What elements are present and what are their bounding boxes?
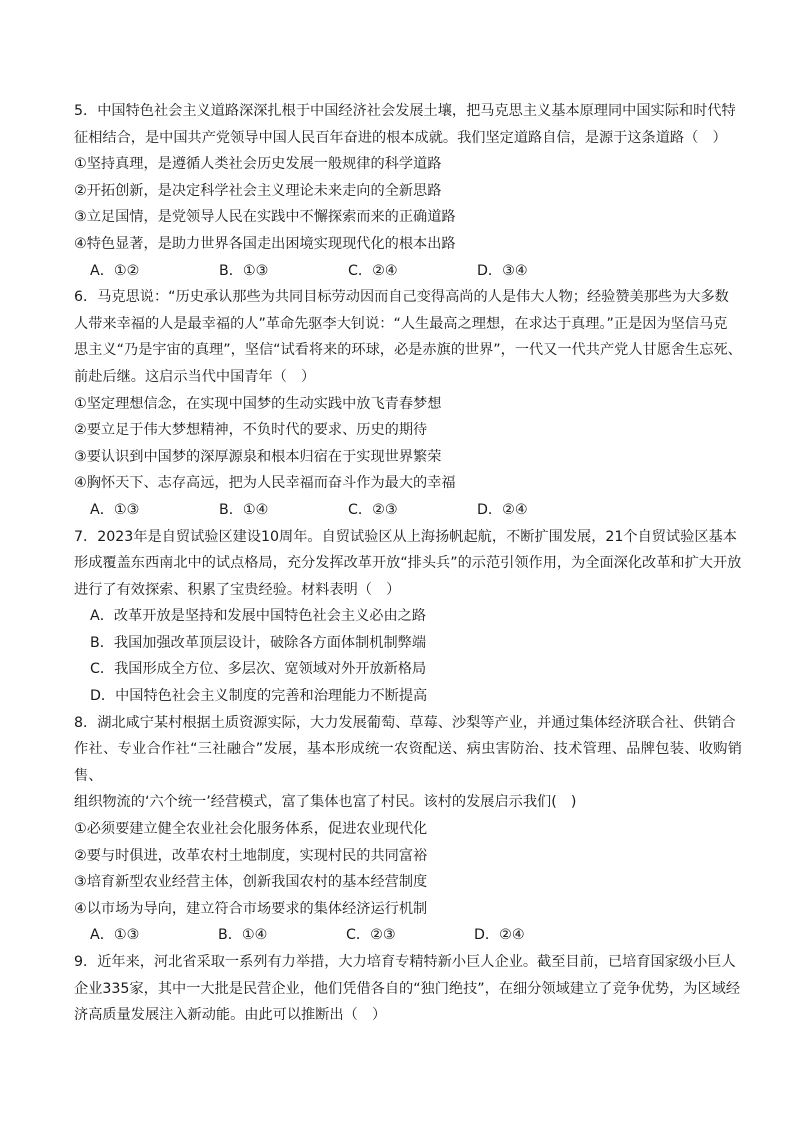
question-stem-line: 形成覆盖东西南北中的试点格局，充分发挥改革开放“排头兵”的示范引领作用，为全面深化改革和扩大开放 bbox=[74, 555, 742, 572]
choice-d[interactable]: D．②④ bbox=[474, 927, 525, 944]
question-stem-line: 作社、专业合作社“三社融合”发展，基本形成统一农资配送、病虫害防治、技术管理、品牌包装、收购销售、 bbox=[74, 741, 742, 784]
answer-choices bbox=[90, 922, 742, 949]
question-9 bbox=[74, 949, 742, 1029]
question-stem-line: 思主义“乃是宇宙的真理”，坚信“试看将来的环球，必是赤旗的世界”，一代又一代共产党人甘愿舍生忘死、 bbox=[74, 342, 742, 359]
choice-d[interactable]: D．②④ bbox=[477, 501, 528, 518]
question-7 bbox=[74, 524, 742, 710]
choice-c[interactable]: C．我国形成全方位、多层次、宽领域对外开放新格局 bbox=[90, 661, 427, 678]
question-stem-line: 7．2023年是自贸试验区建设10周年。自贸试验区从上海扬帆起航，不断扩围发展，21个自贸试验区基本 bbox=[74, 528, 737, 545]
question-stem-line: 组织物流的‘六个统一’经营模式，富了集体也富了村民。该村的发展启示我们( ) bbox=[74, 794, 577, 811]
choice-d[interactable]: D．③④ bbox=[477, 262, 528, 279]
question-8 bbox=[74, 710, 742, 949]
statement-item: ①坚持真理，是遵循人类社会历史发展一般规律的科学道路 bbox=[74, 156, 442, 173]
statement-item: ④特色显著，是助力世界各国走出困境实现现代化的根本出路 bbox=[74, 235, 456, 252]
exam-page bbox=[74, 98, 742, 1029]
choice-d[interactable]: D．中国特色社会主义制度的完善和治理能力不断提高 bbox=[90, 688, 428, 705]
question-stem-line: 5．中国特色社会主义道路深深扎根于中国经济社会发展土壤，把马克思主义基本原理同中国实际和时代特 bbox=[74, 103, 736, 119]
statement-item: ①坚定理想信念，在实现中国梦的生动实践中放飞青春梦想 bbox=[74, 395, 442, 412]
question-stem-line: 济高质量发展注入新动能。由此可以推断出（ ） bbox=[74, 1007, 387, 1024]
question-stem-line: 进行了有效探索、积累了宝贵经验。材料表明（ ） bbox=[74, 581, 401, 598]
statement-item: ④胸怀天下、志存高远，把为人民幸福而奋斗作为最大的幸福 bbox=[74, 475, 456, 492]
choice-b[interactable]: B．①④ bbox=[218, 927, 268, 944]
choice-c[interactable]: C．②③ bbox=[348, 501, 398, 518]
choice-c[interactable]: C．②③ bbox=[346, 927, 396, 944]
statement-item: ③培育新型农业经营主体，创新我国农村的基本经营制度 bbox=[74, 874, 428, 891]
choice-c[interactable]: C．②④ bbox=[348, 262, 398, 279]
statement-item: ②要与时俱进，改革农村土地制度，实现村民的共同富裕 bbox=[74, 847, 428, 864]
statement-item: ④以市场为导向，建立符合市场要求的集体经济运行机制 bbox=[74, 900, 428, 917]
choice-a[interactable]: A．①② bbox=[90, 262, 140, 279]
statement-item: ①必须要建立健全农业社会化服务体系，促进农业现代化 bbox=[74, 821, 428, 838]
question-stem-line: 人带来幸福的人是最幸福的人”革命先驱李大钊说：“人生最高之理想，在求达于真理。”正是因为坚信马克 bbox=[74, 315, 728, 332]
question-stem-line: 6．马克思说：“历史承认那些为共同目标劳动因而自己变得高尚的人是伟大人物；经验赞美那些为大多数 bbox=[74, 289, 729, 306]
answer-choices bbox=[90, 258, 742, 285]
choice-b[interactable]: B．我国加强改革顶层设计，破除各方面体制机制弊端 bbox=[90, 634, 427, 651]
question-stem-line: 前赴后继。这启示当代中国青年（ ） bbox=[74, 368, 316, 385]
choice-b[interactable]: B．①③ bbox=[219, 262, 269, 279]
statement-item: ③要认识到中国梦的深厚源泉和根本归宿在于实现世界繁荣 bbox=[74, 448, 442, 465]
question-5 bbox=[74, 98, 742, 284]
question-stem-line: 8．湖北咸宁某村根据土质资源实际，大力发展葡萄、草莓、沙梨等产业，并通过集体经济联合社、供销合 bbox=[74, 714, 736, 731]
question-6 bbox=[74, 284, 742, 523]
question-stem-line: 9．近年来，河北省采取一系列有力举措，大力培育专精特新小巨人企业。截至目前，已培育国家级小巨人 bbox=[74, 954, 736, 970]
statement-item: ③立足国情，是党领导人民在实践中不懈探索而来的正确道路 bbox=[74, 209, 456, 226]
question-stem-line: 企业335家，其中一大批是民营企业，他们凭借各自的“独门绝技”，在细分领域建立了竞争优势，为区域经 bbox=[74, 980, 741, 997]
question-stem-line: 征相结合，是中国共产党领导中国人民百年奋进的根本成就。我们坚定道路自信，是源于这条道路（ ） bbox=[74, 129, 727, 146]
choice-b[interactable]: B．①④ bbox=[219, 501, 269, 518]
choice-a[interactable]: A．改革开放是坚持和发展中国特色社会主义必由之路 bbox=[90, 608, 427, 625]
answer-choices bbox=[90, 497, 742, 524]
statement-item: ②要立足于伟大梦想精神，不负时代的要求、历史的期待 bbox=[74, 422, 428, 439]
choice-a[interactable]: A．①③ bbox=[90, 927, 140, 944]
choice-a[interactable]: A．①③ bbox=[90, 501, 140, 518]
statement-item: ②开拓创新，是决定科学社会主义理论未来走向的全新思路 bbox=[74, 182, 442, 199]
